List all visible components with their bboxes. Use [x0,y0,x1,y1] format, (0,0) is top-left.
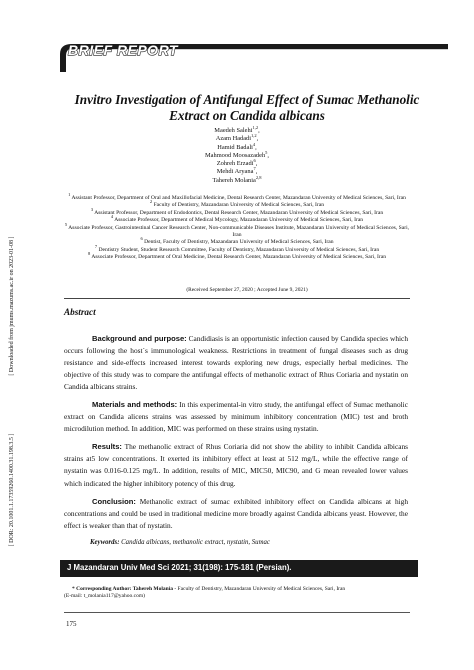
affiliation: $^1$ Assistant Professor, Department of Oral and Maxillofacial Medicine, Dental Research Center, Mazandaran University of Medical Sciences, Sari, Iran [68,192,406,201]
affiliation: $^7$ Dentistry Student, Student Research Committee, Faculty of Dentistry, Mazandaran University of Medical Sciences, Sari, Iran [94,243,380,253]
affiliation: $^3$ Assistant Professor, Department of Endodontics, Dental Research Center, Mazandaran University of Medical Sciences, Sari, Iran [90,206,384,216]
download-stamp: [ Downloaded from jmums.mazums.ac.ir on 2023-01-08 ] [9,236,15,376]
title-line-2: Extract on Candida albicans [169,108,325,123]
affiliation-list [64,192,410,262]
page-number: 175 [66,620,77,628]
author: Maedeh Salehi$^{1,2}$, [214,124,260,134]
corresponding-email: (E-mail: t_molania117@yahoo.com) [64,593,145,600]
doi-stamp: [ DOR: 20.1001.1.17359260.1400.31.198.3.5 ] [9,433,15,547]
author: Mehdi Aryana$^7$, [216,166,258,176]
abstract-methods: Materials and methods: In this experimental-in vitro study, the antifungal effect of Sumac methanolic extract on Candida alicens strains was assessed by minimum inhibitory concentration (MIC) test and broth microdilution method. In addition, MIC was performed on these strains using nystatin. [64,400,408,434]
journal-citation: J Mazandaran Univ Med Sci 2021; 31(198): 175-181 (Persian). [67,563,292,572]
keywords [90,539,410,546]
affiliation: $^5$ Associate Professor, Gastrointestinal Cancer Research Center, Non-communicable Diseases Institute, Mazandaran University of Medical Sciences, Sari, Iran [64,221,410,239]
title-line-1: Invitro Investigation of Antifungal Effect of Sumac Methanolic [74,92,420,107]
affiliation: $^8$ Associate Professor, Department of Oral Medicine, Dental Research Center, Mazandaran University of Medical Sciences, Sari, Iran [87,251,386,261]
keywords-label: Keywords: [90,539,120,546]
author: Tahereh Molania$^{2,8}$ [212,174,262,184]
banner-label: BRIEF REPORT [68,42,178,58]
corresponding-affiliation: - Faculty of Dentistry, Mazandaran University of Medical Sciences, Sari, Iran [172,586,346,592]
affiliation: $^4$ Associate Professor, Department of Medical Mycology, Mazandaran University of Medical Sciences, Sari, Iran [110,214,364,224]
author: Azam Hadadi$^{1,2}$, [215,133,259,143]
author: Mahmood Moosazadeh$^5$, [204,149,270,159]
received-dates: (Received September 27, 2020 ; Accepted June 9, 2021) [186,287,308,293]
abstract-conclusion: Conclusion: Methanolic extract of sumac exhibited inhibitory effect on Candida albicans at high concentrations and could be used in traditional medicine more broadly against Candida albicans yeast. However, the effect is weaker than that of nystatin. [64,496,408,530]
abstract-body [64,333,408,532]
author-list [150,124,324,185]
abstract-background: Background and purpose: Candidiasis is an opportunistic infection caused by Candida species which occurs following the host´s immunological weakness. Restrictions in treatment of fungal diseases such as drug resistance and side-effects increased interest towards exploring new drugs, especially herbal medicines. The objective of this study was to compare the antifungal effects of methanolic extract of Rhus Coriaria and nystatin on Candida albicans strains. [64,334,408,392]
abstract-heading: Abstract [64,307,96,317]
abstract-results: Results: The methanolic extract of Rhus Coriaria did not show the ability to inhibit Candida albicans strains at5 low concentrations. It exerted its inhibitory effect at least at 512 mg/L, while the effective range of nystatin was 0.016-0.125 mg/L. In addition, results of MIC, MIC50, MIC90, and G mean revealed lower values which indicated the higher inhibitory potency of this drug. [64,442,408,488]
author: Hamid Badali$^4$, [217,141,257,151]
footer-divider [64,612,410,613]
corresponding-label: * Corresponding Author: Tahereh Molania [72,586,173,592]
author: Zohreh Erzadi$^6$, [216,158,258,168]
affiliation: $^6$ Dentist, Faculty of Dentistry, Mazandaran University of Medical Sciences, Sari, Iran [140,236,334,246]
section-divider [64,298,410,299]
affiliation: $^2$ Faculty of Dentistry, Mazandaran University of Medical Sciences, Sari, Iran [149,199,325,209]
corresponding-author [64,586,410,601]
paper-title [40,92,454,124]
keywords-text: Candida albicans, methanolic extract, nystatin, Sumac [119,539,270,546]
